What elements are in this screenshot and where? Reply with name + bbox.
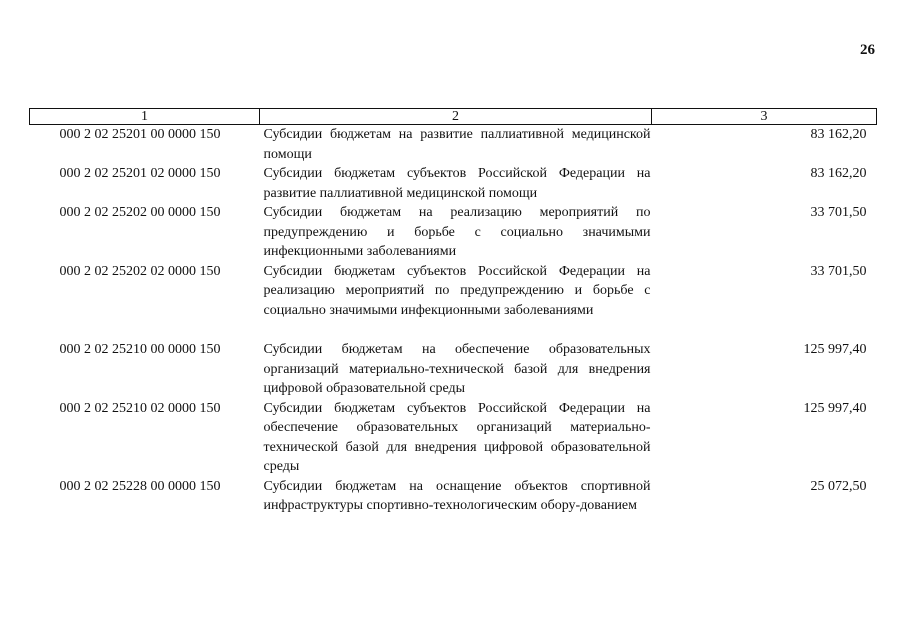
- table-header-row: [30, 109, 877, 125]
- budget-table: [29, 108, 877, 516]
- budget-code: 000 2 02 25201 02 0000 150: [59, 166, 221, 181]
- budget-description: Субсидии бюджетам субъектов Российской Федерации на реализацию мероприятий по предупреждению и борьбе с социально значимыми инфекционными заболеваниями: [263, 263, 651, 318]
- budget-amount: 25 072,50: [810, 478, 867, 494]
- table-row: [30, 320, 877, 399]
- budget-code: 000 2 02 25228 00 0000 150: [59, 478, 221, 494]
- page-number: 26: [860, 42, 875, 58]
- table-row: [30, 399, 877, 477]
- column-header-description: 2: [260, 109, 652, 125]
- budget-description: Субсидии бюджетам на оснащение объектов спортивной инфраструктуры спортивно-технологическим обору-дованием: [263, 478, 651, 513]
- budget-code: 000 2 02 25201 00 0000 150: [59, 127, 221, 142]
- budget-code: 000 2 02 25210 00 0000 150: [59, 342, 221, 357]
- budget-amount: 125 997,40: [803, 342, 867, 357]
- table-row: [30, 125, 877, 165]
- budget-description: Субсидии бюджетам на реализацию мероприятий по предупреждению и борьбе с социально значимыми инфекционными заболеваниями: [263, 205, 651, 259]
- budget-amount: 33 701,50: [810, 205, 867, 220]
- column-header-amount: 3: [652, 109, 877, 125]
- table-row: [30, 164, 877, 203]
- column-header-code: 1: [30, 109, 260, 125]
- budget-description: Субсидии бюджетам на обеспечение образовательных организаций материально-технической базой для внедрения цифровой образовательной среды: [263, 342, 651, 396]
- budget-description: Субсидии бюджетам на развитие паллиативной медицинской помощи: [263, 127, 651, 162]
- budget-description: Субсидии бюджетам субъектов Российской Федерации на развитие паллиативной медицинской помощи: [263, 166, 651, 201]
- budget-amount: 33 701,50: [810, 263, 867, 279]
- budget-code: 000 2 02 25210 02 0000 150: [59, 400, 221, 416]
- budget-code: 000 2 02 25202 00 0000 150: [59, 205, 221, 220]
- table-row: [30, 262, 877, 321]
- budget-code: 000 2 02 25202 02 0000 150: [59, 263, 221, 279]
- budget-amount: 83 162,20: [810, 166, 867, 181]
- budget-description: Субсидии бюджетам субъектов Российской Федерации на обеспечение образовательных организаций материально-технической базой для внедрения цифровой образовательной среды: [263, 400, 651, 474]
- budget-amount: 83 162,20: [810, 127, 867, 142]
- table-row: [30, 477, 877, 516]
- table-row: [30, 203, 877, 262]
- budget-amount: 125 997,40: [803, 400, 867, 416]
